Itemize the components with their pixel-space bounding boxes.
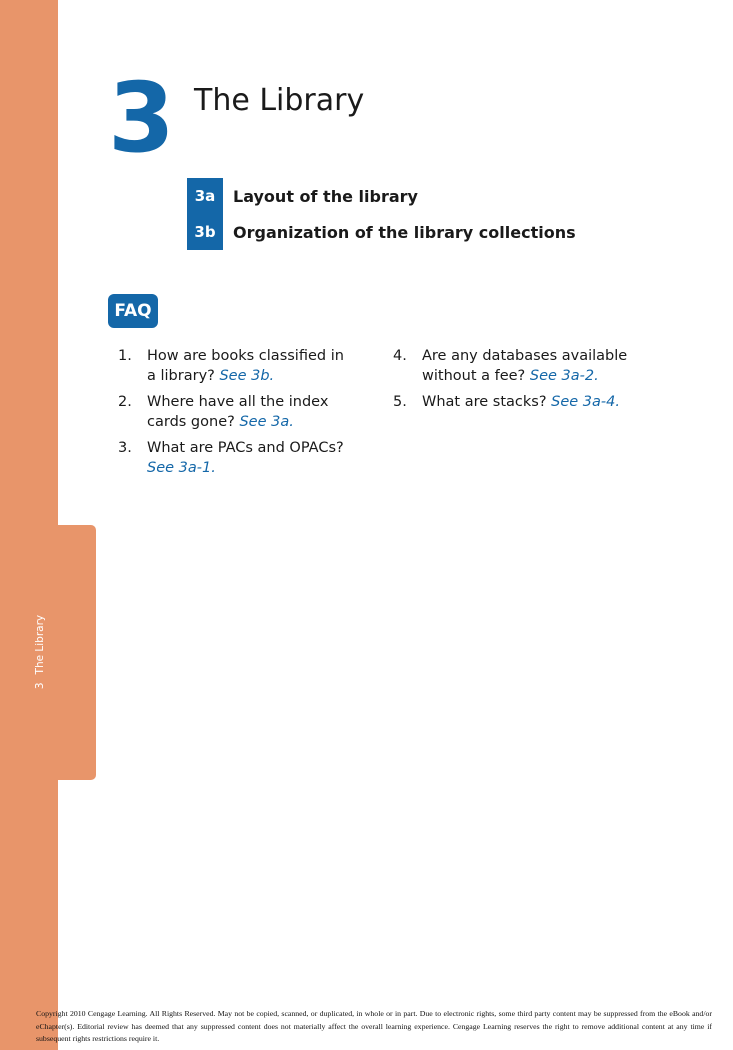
faq-number: 3. bbox=[118, 440, 132, 456]
section-label: Organization of the library collections bbox=[233, 222, 576, 242]
section-code: 3a bbox=[187, 178, 223, 214]
faq-item bbox=[118, 438, 353, 478]
faq-reference-link[interactable]: See 3a-1. bbox=[147, 460, 216, 476]
chapter-thumb-tab bbox=[0, 525, 96, 780]
section-label: Layout of the library bbox=[233, 186, 418, 206]
faq-number: 2. bbox=[118, 394, 132, 410]
chapter-number: 3 bbox=[108, 62, 173, 174]
faq-question: Where have all the index cards gone? bbox=[147, 394, 329, 430]
faq-reference-link[interactable]: See 3a-2. bbox=[529, 368, 599, 384]
faq-reference-link[interactable]: See 3a. bbox=[239, 414, 294, 430]
faq-item bbox=[393, 392, 643, 412]
faq-number: 5. bbox=[393, 394, 407, 410]
faq-question: What are stacks? bbox=[422, 394, 547, 410]
chapter-tab-title: The Library bbox=[34, 614, 46, 675]
section-item[interactable] bbox=[187, 214, 576, 250]
faq-item bbox=[393, 346, 643, 386]
faq-reference-link[interactable]: See 3a-4. bbox=[551, 394, 620, 410]
faq-badge: FAQ bbox=[108, 294, 158, 328]
faq-column-left bbox=[118, 346, 353, 484]
section-list bbox=[187, 178, 576, 252]
chapter-tab-label bbox=[34, 615, 46, 689]
faq-item bbox=[118, 392, 353, 432]
section-code: 3b bbox=[187, 214, 223, 250]
copyright-notice: Copyright 2010 Cengage Learning. All Rights Reserved. May not be copied, scanned, or duplicated, in whole or in part. Due to electronic rights, some third party content may be suppressed from the eBook and/or eChapter(s). Editorial review has deemed that any suppressed content does not materially affect the overall learning experience. Cengage Learning reserves the right to remove additional content at any time if subsequent rights restrictions require it. bbox=[36, 1009, 712, 1043]
faq-number: 4. bbox=[393, 348, 407, 364]
chapter-title: The Library bbox=[194, 83, 365, 118]
faq-number: 1. bbox=[118, 348, 132, 364]
chapter-tab-number: 3 bbox=[34, 682, 46, 690]
faq-item bbox=[118, 346, 353, 386]
faq-question: Are any databases available without a fee? bbox=[422, 348, 628, 384]
section-item[interactable] bbox=[187, 178, 576, 214]
faq-reference-link[interactable]: See 3b. bbox=[219, 368, 275, 384]
faq-question: What are PACs and OPACs? bbox=[147, 440, 344, 456]
faq-question: How are books classified in a library? bbox=[147, 348, 344, 384]
faq-column-right bbox=[393, 346, 643, 418]
